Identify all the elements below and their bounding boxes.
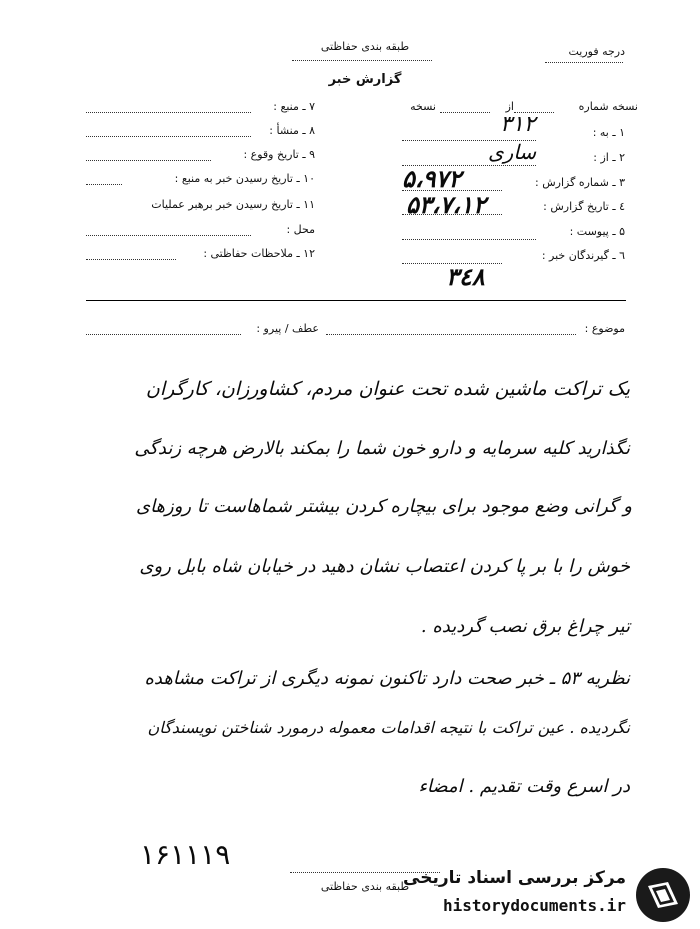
subject-dots bbox=[326, 334, 576, 335]
handwriting-line-3: و گرانی وضع موجود برای بیچاره کردن بیشتر شماهاست تا روزهای bbox=[135, 496, 632, 517]
field-origin-dots bbox=[86, 136, 251, 137]
field-source-label: ۷ ـ منبع : bbox=[273, 100, 315, 113]
field-report-date-value: ۵۳،۷،۱۲ bbox=[406, 190, 486, 219]
subject-label: موضوع : bbox=[584, 322, 625, 335]
field-location-dots bbox=[86, 235, 251, 236]
copy-number-label: نسخه شماره bbox=[578, 100, 638, 113]
watermark-title: مرکز بررسی اسناد تاریخی bbox=[403, 868, 626, 888]
field-location-label: محل : bbox=[286, 223, 315, 236]
field-to-value: ۳۱۲ bbox=[500, 112, 536, 137]
field-occurrence-date-dots bbox=[86, 160, 211, 161]
copy-from-dots bbox=[440, 112, 490, 113]
field-attachment-label: ۵ ـ پیوست : bbox=[569, 225, 625, 238]
field-security-notes-dots bbox=[86, 259, 176, 260]
field-occurrence-date-label: ۹ ـ تاریخ وقوع : bbox=[243, 148, 315, 161]
classification-underline bbox=[292, 60, 432, 61]
urgency-label: درجه فوریت bbox=[568, 45, 625, 58]
handwriting-line-7: نگردیده . عین تراکت با نتیجه اقدامات معموله درمورد شناختن نویسندگان bbox=[147, 718, 630, 737]
field-source-receipt-label: ۱۰ ـ تاریخ رسیدن خبر به منبع : bbox=[174, 172, 315, 185]
separator-line bbox=[86, 300, 626, 301]
field-recipients-label: ٦ ـ گیرندگان خبر : bbox=[541, 249, 625, 262]
field-report-date-label: ٤ ـ تاریخ گزارش : bbox=[543, 200, 625, 213]
field-operation-receipt-label: ۱۱ ـ تاریخ رسیدن خبر برهبر عملیات bbox=[151, 198, 315, 211]
report-title: گزارش خبر bbox=[328, 72, 402, 87]
handwriting-line-2: نگذارید کلیه سرمایه و دارو خون شما را بمکند بالارض هرچه زندگی bbox=[134, 438, 630, 459]
field-source-receipt-dots bbox=[86, 184, 122, 185]
handwriting-line-5: تیر چراغ برق نصب گردیده . bbox=[420, 616, 630, 637]
document-number: ۱۶۱۱۱۹ bbox=[140, 838, 231, 871]
copy-from-label: از bbox=[505, 100, 514, 113]
copy-label: نسخه bbox=[410, 100, 436, 113]
handwriting-line-1: یک تراکت ماشین شده تحت عنوان مردم، کشاورزان، کارگران bbox=[145, 378, 630, 400]
classification-bottom: طبقه بندی حفاظتی bbox=[320, 880, 410, 893]
reference-label: عطف / پیرو : bbox=[256, 322, 319, 335]
archive-logo-icon bbox=[634, 866, 692, 924]
field-attachment-dots bbox=[402, 239, 536, 240]
urgency-underline bbox=[545, 62, 623, 63]
field-to-label: ۱ ـ به : bbox=[592, 126, 625, 139]
field-from-label: ۲ ـ از : bbox=[593, 151, 625, 164]
reference-dots bbox=[86, 334, 241, 335]
handwriting-line-4: خوش را با بر پا کردن اعتصاب نشان دهید در خیابان شاه بابل روی bbox=[139, 556, 630, 577]
watermark-url: historydocuments.ir bbox=[442, 896, 626, 915]
field-security-notes-label: ۱۲ ـ ملاحظات حفاظتی : bbox=[203, 247, 315, 260]
field-recipients-value: ۳٤۸ bbox=[446, 262, 485, 291]
field-from-value: ساری bbox=[488, 140, 537, 164]
field-report-number-label: ۳ ـ شماره گزارش : bbox=[535, 176, 625, 189]
classification-top: طبقه بندی حفاظتی bbox=[320, 40, 410, 53]
field-source-dots bbox=[86, 112, 251, 113]
handwriting-line-8: در اسرع وقت تقدیم . امضاء bbox=[418, 776, 630, 797]
field-report-number-value: ۵،۹۷۲ bbox=[402, 164, 462, 193]
watermark bbox=[392, 866, 692, 926]
handwriting-line-6: نظریه ۵۳ ـ خبر صحت دارد تاکنون نمونه دیگری از تراکت مشاهده bbox=[144, 668, 630, 689]
field-origin-label: ۸ ـ منشأ : bbox=[269, 124, 315, 137]
